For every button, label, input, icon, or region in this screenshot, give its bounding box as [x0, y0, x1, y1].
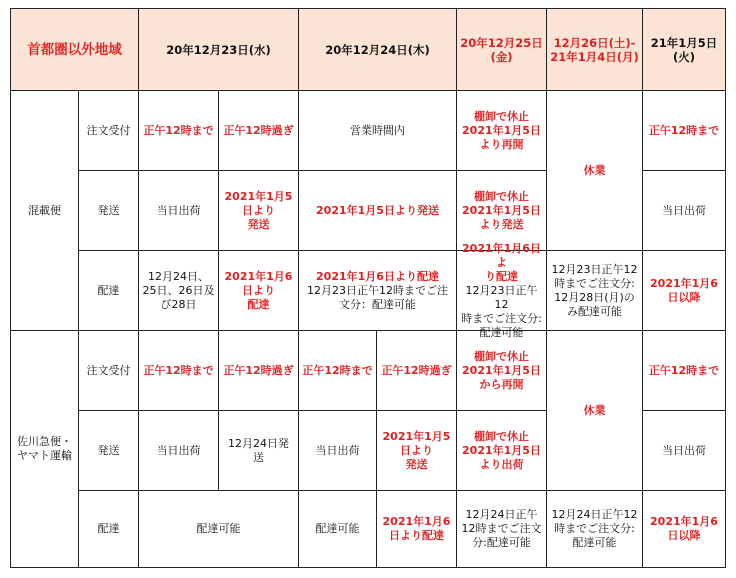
sagawa-ship-d2-am: 当日出荷 [298, 410, 376, 490]
date-header-5: 21年1月5日 (火) [642, 8, 726, 90]
sagawa-deliver-d1: 配達可能 [138, 490, 298, 568]
sagawa-deliver-d2-pm: 2021年1月6 日より配達 [376, 490, 456, 568]
sagawa-ship-d2-pm: 2021年1月5 日より 発送 [376, 410, 456, 490]
konsai-deliver-d2-note: 12月23日正午12時までご注 文分：配達可能 [307, 283, 448, 311]
sagawa-order-d1-pm: 正午12時過ぎ [218, 330, 298, 410]
row-label-ship: 発送 [78, 170, 138, 250]
sagawa-order-d2-pm: 正午12時過ぎ [376, 330, 456, 410]
sagawa-holiday: 休業 [546, 330, 642, 490]
konsai-order-d1-pm: 正午12時過ぎ [218, 90, 298, 170]
sagawa-deliver-d5: 2021年1月6 日以降 [642, 490, 726, 568]
section-label-konsai: 混載便 [10, 90, 78, 330]
konsai-ship-d1-am: 当日出荷 [138, 170, 218, 250]
sagawa-order-d3: 棚卸で休止 2021年1月5日 から再開 [456, 330, 546, 410]
sagawa-ship-d5: 当日出荷 [642, 410, 726, 490]
row-label-deliver-2: 配達 [78, 490, 138, 568]
konsai-deliver-d1-am: 12月24日、 25日、26日及 び28日 [138, 250, 218, 330]
date-header-2: 20年12月24日(木) [298, 8, 456, 90]
row-label-deliver: 配達 [78, 250, 138, 330]
konsai-ship-d5: 当日出荷 [642, 170, 726, 250]
sagawa-ship-d3: 棚卸で休止 2021年1月5日 より出荷 [456, 410, 546, 490]
row-label-order-2: 注文受付 [78, 330, 138, 410]
sagawa-deliver-d4: 12月24日正午12 時までご注文分: 配達可能 [546, 490, 642, 568]
row-label-order: 注文受付 [78, 90, 138, 170]
konsai-deliver-d3-red: 2021年1月6日よ り配達 [462, 241, 541, 283]
konsai-deliver-d2-red: 2021年1月6日より配達 [316, 269, 439, 283]
region-title-cell [10, 8, 138, 90]
sagawa-order-d1-am: 正午12時まで [138, 330, 218, 410]
date-header-1: 20年12月23日(水) [138, 8, 298, 90]
date-header-4: 12月26日(土)- 21年1月4日(月) [546, 8, 642, 90]
sagawa-ship-d1-pm: 12月24日発 送 [218, 410, 298, 490]
konsai-ship-d1-pm: 2021年1月5 日より 発送 [218, 170, 298, 250]
konsai-ship-d3: 棚卸で休止 2021年1月5日 より発送 [456, 170, 546, 250]
konsai-ship-d2: 2021年1月5日より発送 [298, 170, 456, 250]
sagawa-deliver-d3: 12月24日正午 12時までご注文 分:配達可能 [456, 490, 546, 568]
konsai-order-d5: 正午12時まで [642, 90, 726, 170]
region-title: 首都圏以外地域 [27, 41, 122, 58]
sagawa-ship-d1-am: 当日出荷 [138, 410, 218, 490]
konsai-deliver-d1-pm: 2021年1月6 日より 配達 [218, 250, 298, 330]
konsai-deliver-d5: 2021年1月6 日以降 [642, 250, 726, 330]
konsai-order-d2: 営業時間内 [298, 90, 456, 170]
row-label-ship-2: 発送 [78, 410, 138, 490]
konsai-deliver-d2 [298, 250, 456, 330]
sagawa-order-d2-am: 正午12時まで [298, 330, 376, 410]
konsai-holiday: 休業 [546, 90, 642, 250]
sagawa-order-d5: 正午12時まで [642, 330, 726, 410]
konsai-order-d3: 棚卸で休止 2021年1月5日 より再開 [456, 90, 546, 170]
section-label-sagawa: 佐川急便・ ヤマト運輸 [10, 330, 78, 568]
konsai-deliver-d4: 12月23日正午12 時までご注文分: 12月28日(月)の み配達可能 [546, 250, 642, 330]
date-header-3: 20年12月25日 (金) [456, 8, 546, 90]
konsai-deliver-d3-note: 12月23日正午12 時までご注文分: 配達可能 [461, 283, 542, 339]
konsai-order-d1-am: 正午12時まで [138, 90, 218, 170]
konsai-deliver-d3 [456, 241, 546, 339]
sagawa-deliver-d2-am: 配達可能 [298, 490, 376, 568]
